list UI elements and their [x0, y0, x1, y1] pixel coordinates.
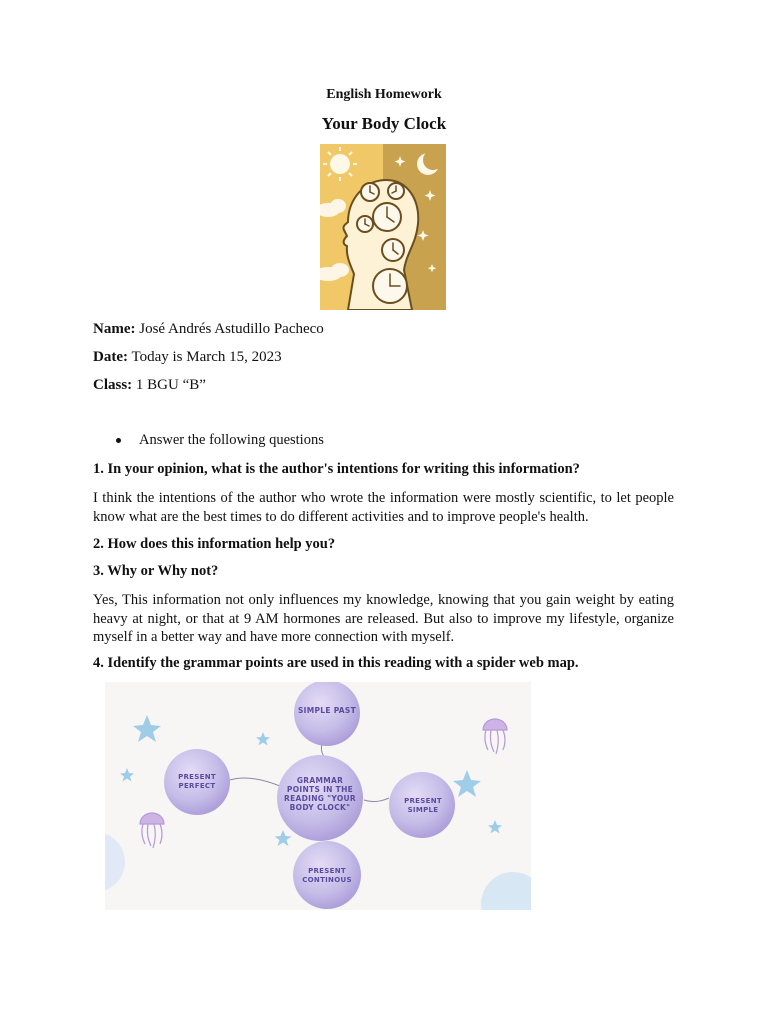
label-center-2: POINTS IN THE — [286, 785, 354, 794]
question-4: 4. Identify the grammar points are used in this reading with a spider web map. — [93, 655, 579, 671]
instructions-text: Answer the following questions — [139, 432, 324, 448]
answer-1: I think the intentions of the author who wrote the information were mostly scientific, to let people know what are the best times to do different activities and to improve people's health. — [93, 490, 674, 525]
question-1: 1. In your opinion, what is the author's intentions for writing this information? — [93, 461, 580, 477]
date-value: Today is March 15, 2023 — [131, 349, 282, 365]
bullet-icon — [116, 438, 121, 443]
label-present-simple-1: PRESENT — [404, 797, 442, 805]
date-label: Date: — [93, 349, 128, 365]
question-3: 3. Why or Why not? — [93, 563, 219, 579]
label-present-simple-2: SIMPLE — [407, 806, 439, 814]
document-title: Your Body Clock — [321, 114, 447, 133]
class-line — [93, 377, 206, 394]
label-present-perfect-1: PRESENT — [178, 773, 216, 781]
label-present-continous-2: CONTINOUS — [302, 876, 352, 884]
course-heading: English Homework — [326, 87, 442, 102]
spider-web-map — [105, 682, 531, 910]
body-clock-illustration — [320, 144, 446, 310]
answer-3: Yes, This information not only influences my knowledge, knowing that you gain weight by eating heavy at night, or that at 9 AM hormones are released. But also to improve my lifestyle, organize myself in a better way and have more connection with myself. — [93, 592, 674, 645]
label-center-1: GRAMMAR — [296, 776, 344, 785]
label-center-3: READING "YOUR — [284, 794, 356, 803]
label-center-4: BODY CLOCK" — [289, 803, 351, 812]
class-value: 1 BGU “B” — [135, 377, 206, 393]
name-label: Name: — [93, 321, 136, 337]
class-label: Class: — [93, 377, 133, 393]
label-present-continous-1: PRESENT — [308, 867, 346, 875]
question-2: 2. How does this information help you? — [93, 536, 336, 552]
bubble-present-simple — [389, 772, 455, 838]
label-present-perfect-2: PERFECT — [178, 782, 216, 790]
date-line — [93, 349, 282, 366]
name-line — [93, 321, 324, 338]
bubble-present-continous — [293, 841, 361, 909]
name-value: José Andrés Astudillo Pacheco — [139, 321, 324, 337]
label-simple-past: SIMPLE PAST — [297, 706, 357, 715]
